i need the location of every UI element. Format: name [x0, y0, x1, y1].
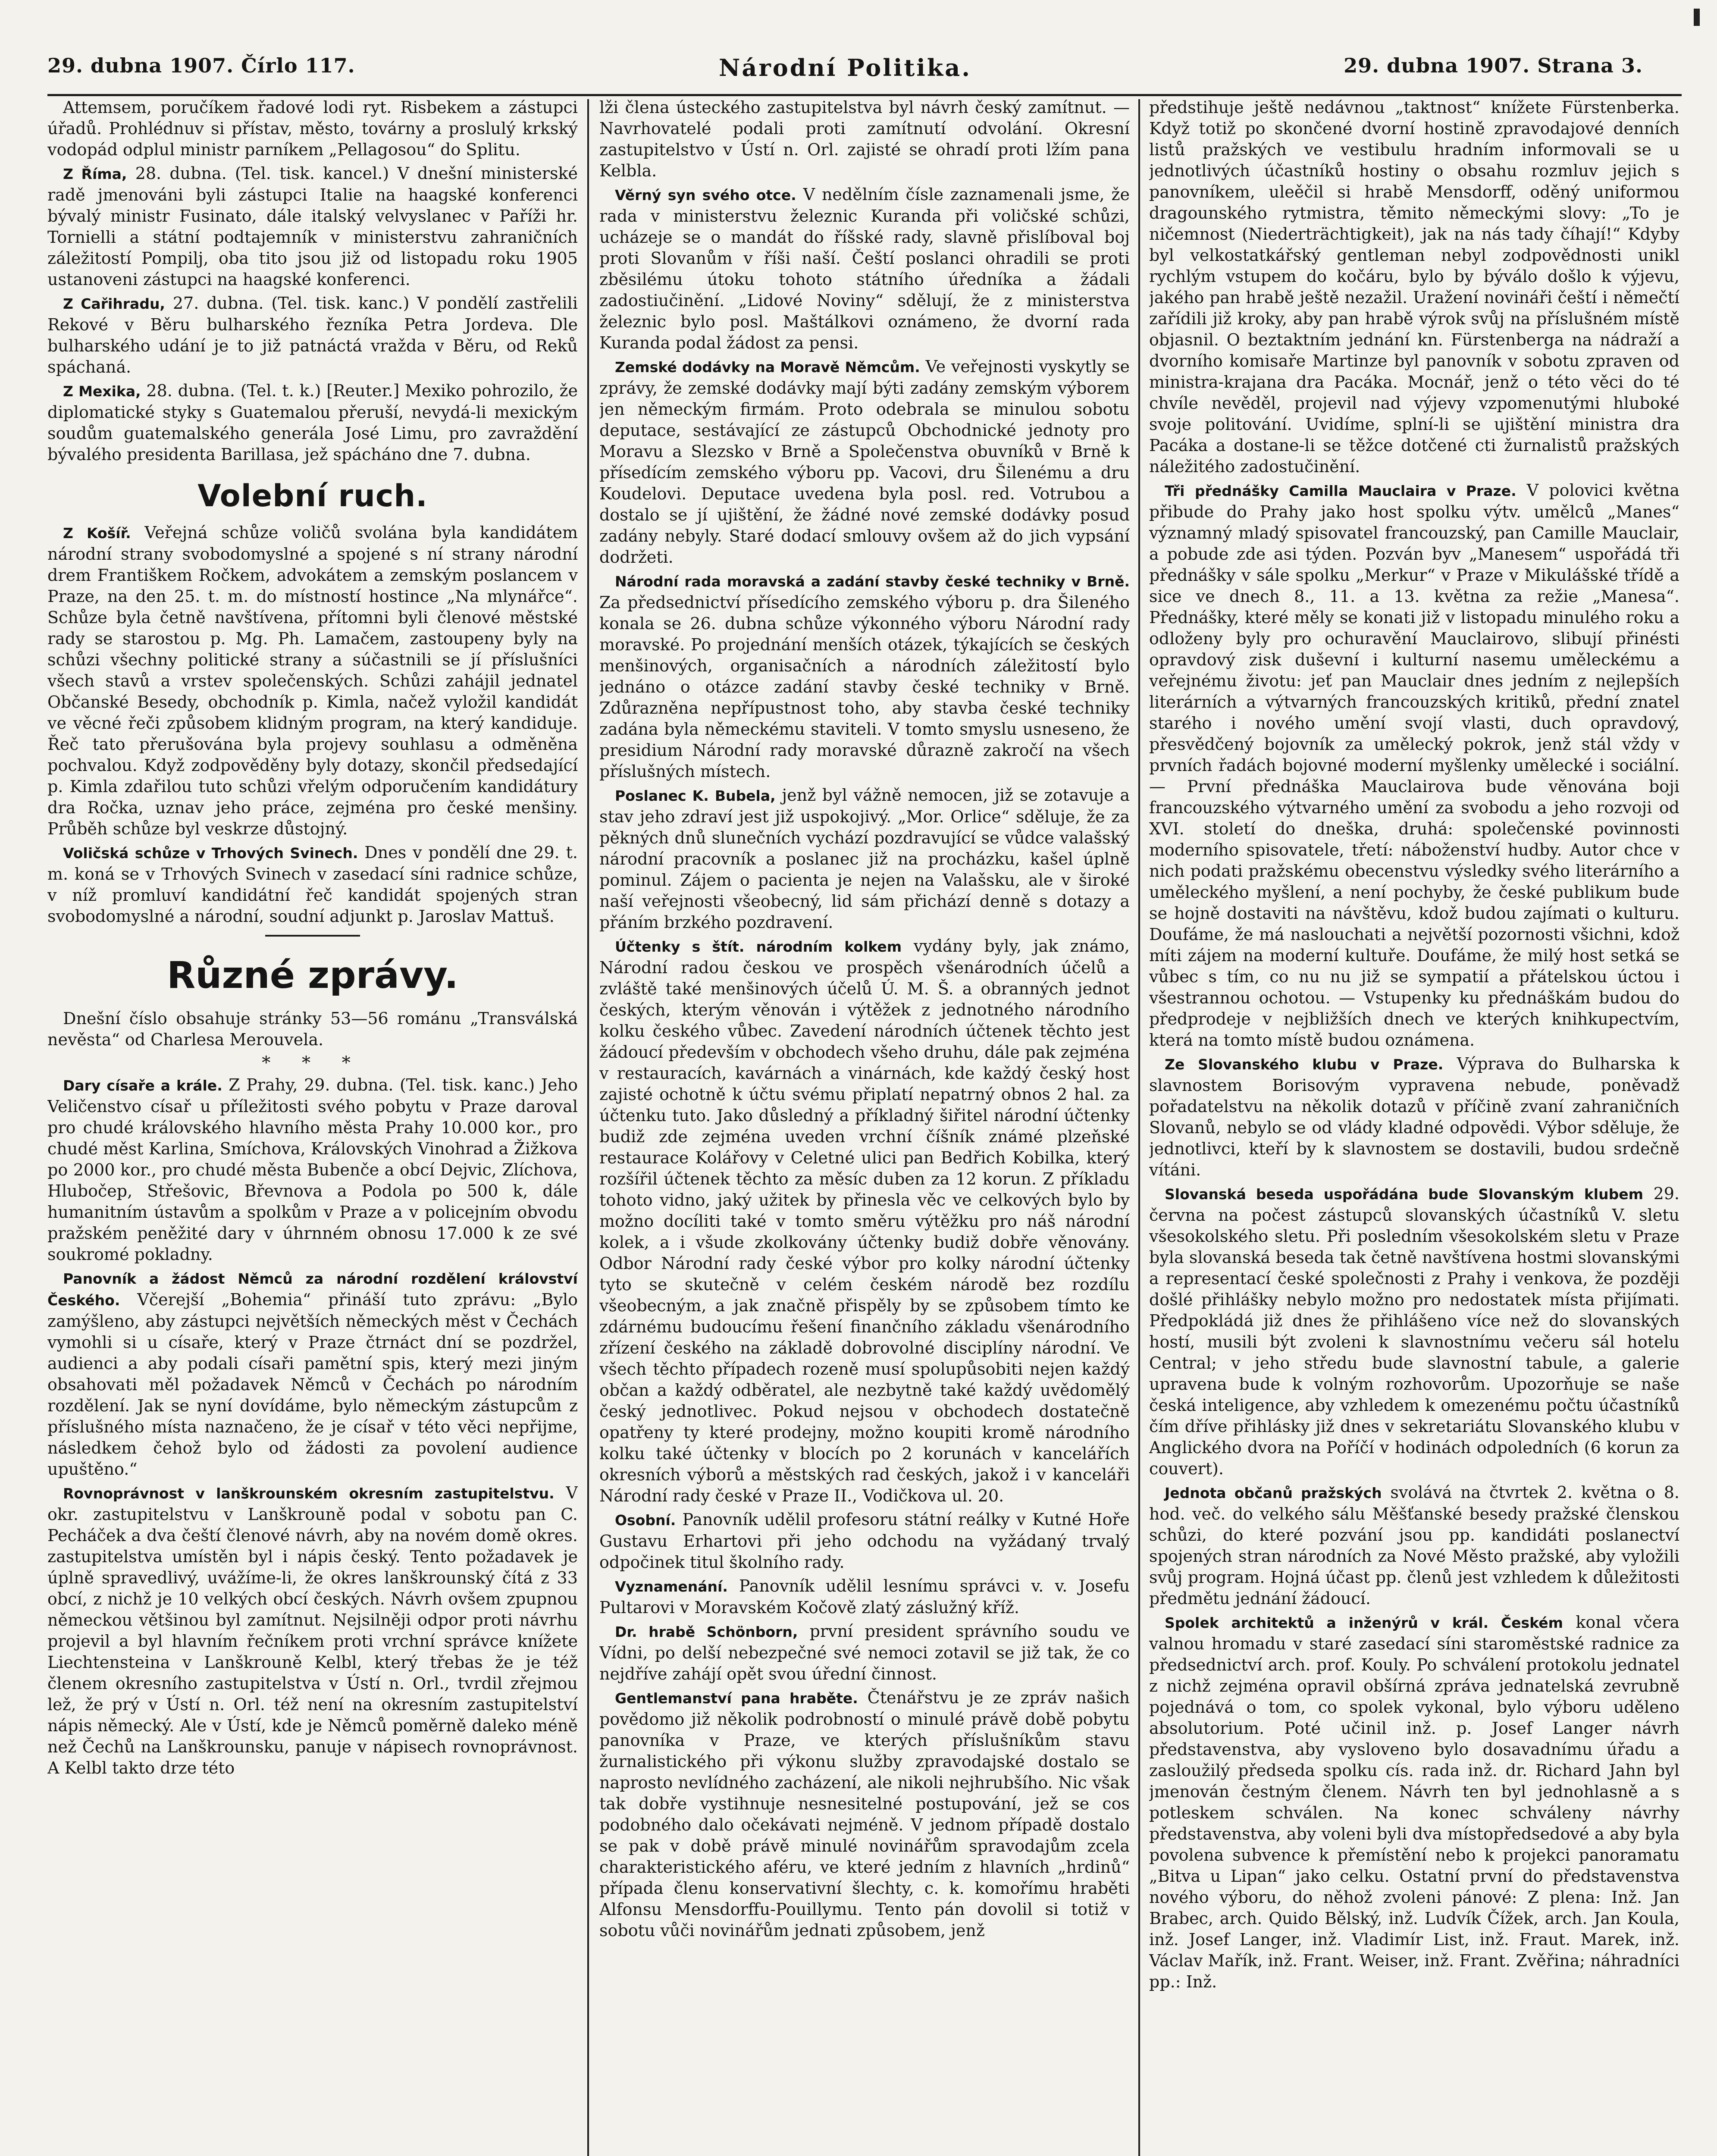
article-text: předstihuje ještě nedávnou „taktnost“ knížete Fürstenberka. Když totiž po skončené dvorní hostině zpravodajové denních listů pražských ve vestibulu hradním informovali se u jednotlivých účastníků hostiny o obsahu rozmluv jejich s panovníkem, uleěčil si hrabě Mensdorff, oděný uniformou dragounského rytmistra, těmito německými slovy: „To je ničemnost (Niederträchtigkeit), jak na nás tady číhají!“ Kdyby byl velkostatkářský gentleman nebyl zodpovědnosti unikl rychlým vstupem do kočáru, bylo by býválo došlo k výjevu, jakého pan hrabě ještě nezažil. Uražení novináři čeští i němečtí zařídili již kroky, aby pan hrabě výrok svůj na příslušném místě objasnil. O beztaktním jednání kn. Fürstenberga na nádraží a dvorního komisaře Martinze byl panovník v sobotu zpraven od ministra-krajana dra Pacáka. Mocnář, jenž o této věci do té chvíle nevěděl, projevil nad výjevy vzpomenutými hluboké svoje politování. Uvidíme, splní-li se ujištění ministra dra Pacáka a dostane-li se těžce dotčené cti žurnalistů pražských náležitého zadostučinění. — [1149, 98, 1679, 476]
article-text: V nedělním čísle zaznamenali jsme, že rada v ministerstvu železnic Kuranda při voličské schůzi, ucházeje se o mandát do říšské rady, slavně přislíboval boj proti Slovanům v říši naší. Čeští poslanci ohradili se proti zběsilému útoku tohoto státního úředníka a žádali zadostiučinění. „Lidové Noviny“ sdělují, že z ministerstva železnic bylo posl. Maštálkovi oznámeno, že dvorní rada Kuranda podal žádost za pensi. — [599, 185, 1130, 352]
column-3 — [1149, 97, 1679, 2156]
section-heading-ruzne-zpravy: Různé zprávy. — [167, 954, 458, 997]
article-lead: Jednota občanů pražských — [1165, 1485, 1382, 1501]
article-lead: Gentlemanství pana hraběte. — [615, 1690, 858, 1707]
article-text: svolává na čtvrtek 2. května o 8. hod. več. do velkého sálu Měšťanské besedy pražské členskou schůzi, do které pozvání jsou pp. kandidáti poslanectví spojených stran národních za Nové Město pražské, aby vyložili svůj program. Hojná účast pp. členů jest vzhledem k důležitosti předmětu jednání žádoucí. — [1149, 1483, 1679, 1608]
article-lead: Ze Slovanského klubu v Praze. — [1165, 1056, 1444, 1073]
article-text: 27. dubna. (Tel. tisk. kanc.) V pondělí zastřelili Rekové v Běru bulharského řezníka Petra Jordeva. Dle bulharského udání je to již patnáctá vražda v Běru, od Reků spáchaná. — [47, 294, 578, 376]
column-1 — [47, 97, 578, 2156]
article-text: Ve veřejnosti vyskytly se zprávy, že zemské dodávky mají býti zadány zemským výborem jen německým firmám. Proto odebrala se minulou sobotu deputace, sestávající ze zástupců Obchodnické jednoty pro Moravu a Slezsko v Brně a Společenstva obuvníků v Brně k přísedícím zemského výboru pp. Vacovi, dru Šilenému a dru Koudelovi. Deputace uvedena byla posl. red. Votrubou a dostalo se jí ujištění, že žádné nové zemské dodávky posud zadány nebyly. Staré dodací smlouvy ovšem až do jich vypsání dodržeti. — [599, 357, 1130, 567]
article-paragraph — [599, 570, 1130, 782]
column-divider-2 — [1138, 99, 1140, 2156]
article-text: vydány byly, jak známo, Národní radou českou ve prospěch všenárodních účelů a zvláště také menšinových účelů Ú. M. Š. a obranných jednot českých, kterým věnován i výtěžek z jednotného národního kolku českého vůbec. Zavedení národních účtenek těchto jest žádoucí především v obchodech všeho druhu, dále pak zejména v restauracích, kavárnách a vinárnách, kde každý český host zajisté ochotně k účtu svému připlatí nepatrný obnos 2 hal. za účtenku tuto. Jako důsledný a příkladný šiřitel národní účtenky budiž zde zejména uveden vrchní číšník známé plzeňské restaurace Kolářovy v Celetné ulici pan Bedřich Kobilka, který rozšířil účtenek těchto za měsíc duben za 12 korun. Z příkladu tohoto vidno, jaký užitek by přinesla věc ve celkových bylo by možno docíliti také v tomto směru výtěžku pro náš národní kolek, a i všude zkolkovány účtenky budiž dobře věnovány. Odbor Národní rady české výbor pro kolky národní účtenky tyto se skutečně v celém českém národě bez rozdílu všeobecným, a jak značně přispěly by se způsobem tímto ke zdárnému budoucímu řešení finančního základu všenárodního zřízení českého na základě dobrovolné disciplíny národní. Ve všech těchto případech rozeně musí spolupůsobiti nejen každý občan a každý odběratel, ale nezbytně také každý uvědomělý český jednotlivec. Pokud nejsou v obchodech dostatečně opatřeny ty které prodejny, možno koupiti kromě národního kolku také účtenky v blocích po 2 korunách v kancelářích okresních výborů a městských rad českých, jakož i v kanceláři Národní rady české v Praze II., Vodičkova ul. 20. — [599, 937, 1130, 1505]
article-paragraph — [47, 842, 578, 927]
article-lead: Rovnoprávnost v lanškrounském okresním zastupitelstvu. — [63, 1485, 555, 1502]
article-text: Attemsem, poručíkem řadové lodi ryt. Risbekem a zástupci úřadů. Prohlédnuv si přístav, město, továrny a proslulý krkský vodopád odplul ministr parníkem „Pellagosou“ do Splitu. — [47, 98, 578, 159]
article-text: Dnešní číslo obsahuje stránky 53—56 románu „Transválská nevěsta“ od Charlesa Merouvela. — [47, 1009, 578, 1049]
article-lead: Z Košíř. — [63, 525, 131, 542]
column-divider-1 — [587, 99, 589, 2156]
article-text: Výprava do Bulharska k slavnostem Borisovým vypravena nebude, poněvadž pořadatelstvu na několik dotazů v příčině zvaní zahraničních Slovanů, nebylo se od vlády kladné odpovědi. Výbor sděluje, že jednotlivci, kteří by k slavnostem se dostavili, budou srdečně vítáni. — [1149, 1054, 1679, 1179]
article-lead: Voličská schůze v Trhových Svinech. — [63, 845, 358, 862]
article-lead: Osobní. — [615, 1512, 676, 1529]
article-paragraph — [47, 1482, 578, 1779]
article-paragraph — [599, 785, 1130, 933]
article-paragraph — [599, 97, 1130, 182]
article-text: Včerejší „Bohemia“ přináší tuto zprávu: „Bylo zamýšleno, aby zástupci největších německých měst v Čechách vymohli si u císaře, který v Praze čtrnáct dní se pozdržel, audienci a aby podali císaři pamětní spis, který mezi jiným obsahovati měl požadavek Němců v Čechách po národním rozdělení. Jak se nyní dovídáme, bylo německým zástupcům z příslušného místa naznačeno, že je císař v této věci nepřijme, následkem čehož bylo od žádosti za povolení audience upuštěno.“ — [47, 1290, 578, 1479]
article-text: 28. dubna. (Tel. tisk. kancel.) V dnešní ministerské radě jmenováni byli zástupci Italie na haagské konferenci bývalý ministr Fusinato, dále italský velvyslanec v Paříži hr. Tornielli a státní podtajemník v ministerstvu zahraničních záležitostí Pompilj, oba tito jsou již od listopadu roku 1905 ustanoveni zástupci na haagské konferenci. — [47, 164, 578, 289]
article-lead: Slovanská beseda uspořádána bude Slovanským klubem — [1165, 1186, 1643, 1203]
article-paragraph — [1149, 1183, 1679, 1479]
article-paragraph — [599, 1621, 1130, 1685]
article-paragraph — [599, 1509, 1130, 1573]
article-text: lži člena ústeckého zastupitelstva byl návrh český zamítnut. — Navrhovatelé podali proti zamítnutí odvolání. Okresní zastupitelstvo v Ústí n. Orl. zajisté se ohradí proti lžím pana Kelbla. — [599, 98, 1130, 180]
article-lead: Dary císaře a krále. — [63, 1077, 222, 1094]
article-paragraph — [1149, 1053, 1679, 1181]
article-text: první president správního soudu ve Vídni, po delší nebezpečné své nemoci zotavil se již tak, že co nejdříve zahájí opět svou úřední činnost. — [599, 1622, 1130, 1683]
article-paragraph — [47, 97, 578, 160]
article-paragraph — [47, 1268, 578, 1480]
article-lead: Tři přednášky Camilla Mauclaira v Praze. — [1165, 483, 1516, 499]
article-lead: Dr. hrabě Schönborn, — [615, 1623, 798, 1640]
article-text: V polovici května přibude do Prahy jako host spolku výtv. umělců „Manes“ významný mladý spisovatel francouzský, pan Camille Mauclair, a pobude zde asi týden. Pozván byv „Manesem“ uspořádá tři přednášky v sále spolku „Merkur“ v Praze v Mikulášské třídě a sice ve dnech 8., 11. a 13. května za režie „Manesa“. Přednášky, které měly se konati již v listopadu minulého roku a odloženy byly pro ochuravění Mauclairovo, slibují přinésti opravdový zisk duševní i kulturní nasemu uměleckému a veřejnému životu: jeť pan Mauclair dnes jedním z nejlepších literárních a výtvarných francouzských kritiků, přední znatel starého i nového umění svojí vlasti, duch opravdový, přesvědčený bojovník za umělecký pokrok, jenž stál vždy v prvních řadách bojovné moderní myšlenky umělecké i sociální. — První přednáška Mauclairova bude věnována boji francouzského výtvarného umění za svobodu a jeho rozvoji od XVI. století do dneška, druhá: společenské povinnosti moderního spisovatele, třetí: náboženství hudby. Autor chce v nich podati pražskému obecenstvu výsledky svého literárního a uměleckého myšlení, a není pochyby, že české publikum bude se hojně dostaviti na návštěvu, kdož budou zajímati o kulturu. Doufáme, že má naslouchati a největší pozornosti všichni, kdož míti zájem na moderní kultuře. Doufáme, že milý host setká se vůbec s tím, co nu nu již se sympatií a přátelskou úctou i všestrannou ochotou. — Vstupenky ku přednáškám budou do předprodeje v nejbližších dnech ve kterých knihkupectvím, která na tomto místě budou oznámena. — [1149, 481, 1679, 1050]
article-text: Panovník udělil profesoru státní reálky v Kutné Hoře Gustavu Erhartovi při jeho odchodu na vyžádaný trvalý odpočinek titul školního rady. — [599, 1510, 1130, 1572]
column-2 — [599, 97, 1130, 2156]
article-lead: Účtenky s štít. národním kolkem — [615, 938, 902, 955]
article-lead: Poslanec K. Bubela, — [615, 787, 776, 804]
asterism-ornament: * * * — [262, 1053, 363, 1073]
article-lead: Z Říma, — [63, 166, 127, 182]
article-paragraph — [599, 1576, 1130, 1618]
article-paragraph — [599, 184, 1130, 354]
article-paragraph — [47, 1075, 578, 1265]
article-lead: Panovník a žádost Němců za národní rozdělení království Českého. — [47, 1270, 578, 1309]
article-paragraph — [47, 522, 578, 840]
article-lead: Vyznamenání. — [615, 1578, 728, 1595]
article-lead: Z Mexika, — [63, 383, 141, 400]
section-heading-volebni-ruch: Volební ruch. — [197, 478, 428, 514]
article-lead: Národní rada moravská a zadání stavby české techniky v Brně. — [615, 573, 1130, 590]
article-text: Veřejná schůze voličů svolána byla kandidátem národní strany svobodomyslné a spojené s ní strany národní drem Františkem Ročkem, advokátem a zemským poslancem v Praze, na den 25. t. m. do místností hostince „Na mlynářce“. Schůze byla četně navštívena, přítomni byli členové městské rady se starostou p. Mg. Ph. Lamačem, zastoupeny byly na schůzi všechny politické strany a súčastnili se jí příslušníci všech stavů a vrstev společenských. Schůzi zahájil jednatel Občanské Besedy, obchodník p. Kimla, načež vyložil kandidát ve věcné řeči způsobem klidným program, na který kandiduje. Řeč tato přerušována byla projevy souhlasu a odměněna pochvalou. Když zodpověděny byly dotazy, skončil předsedající p. Kimla zdařilou tuto schůzi vřelým odporučením kandidátury dra Ročka, uznav jeho práce, zejména pro české menšiny. Průběh schůze byl veskrze důstojný. — [47, 523, 578, 838]
article-text: Panovník udělil lesnímu správci v. v. Josefu Pultarovi v Moravském Kočově zlatý záslužný kříž. — [599, 1576, 1130, 1617]
article-paragraph — [47, 1008, 578, 1050]
article-text: Za předsednictví přísedícího zemského výboru p. dra Šileného konala se 26. dubna schůze výkonného výboru Národní rady moravské. Po projednání menších otázek, týkajících se českých menšinových, organisačních a národních záležitostí bylo jednáno o otázce zadání stavby české techniky v Brně. Zdůrazněna nepřípustnost toho, aby stavba české techniky zadána byla německému staviteli. V tomto smyslu usneseno, že presidium Národní rady moravské důrazně zakročí na všech příslušných místech. — [599, 593, 1130, 781]
header-title: Národní Politika. — [718, 54, 971, 81]
article-text: 29. června na počest zástupců slovanských účastníků V. sletu všesokolského sletu. Při posledním všesokolském sletu v Praze byla slovanská beseda tak četně navštívena hostmi slovanskými a representací české společnosti z Prahy i venkova, že později došlé přihlášky nebylo možno pro nedostatek místa přijímati. Předpokládá již dnes že přihlášeno více než do slovanských hostí, musili být zvoleni k slavnostnímu večeru sál hotelu Central; v jeho středu bude slavnostní tabule, a galerie upravena bude k volným rozhovorům. Upozorňuje se naše česká inteligence, aby vzhledem k omezenému počtu účastníků čím dříve přihlásky již dnes v sekretariátu Slovanského klubu v Anglického dvora na Poříčí v hodinách odpoledních (6 korun za couvert). — [1149, 1184, 1679, 1478]
article-paragraph — [47, 163, 578, 290]
article-text: V okr. zastupitelstvu v Lanškrouně podal v sobotu pan C. Pecháček a dva čeští členové návrh, aby na novém domě okres. zastupitelstva umístěn byl i nápis český. Tento požadavek je úplně spravedlivý, uvážíme-li, že okres lanškrounský čítá z 33 obcí, z nichž je 10 velkých obcí českých. Návrh ovšem zpupnou německou většinou byl zamítnut. Nejsilněji odpor proti návrhu projevil a byl hlavním řečníkem proti vrchní správce knížete Liechtensteina v Lanškrouně Kelbl, který třebas že je též členem okresního zastupitelstva v Ústí n. Orl., tvrdil zřejmou lež, že prý v Ústí n. Orl. též není na okresním zastupitelství nápis německý. Ale v Ústí, kde je Němců poměrně daleko méně než Čechů na Lanškrounsku, panuje v nápisech rovnoprávnost. A Kelbl takto drze této — [47, 1483, 578, 1777]
article-paragraph — [1149, 480, 1679, 1051]
article-text: konal včera valnou hromadu v staré zasedací síni staroměstské radnice za předsednictví arch. prof. Kouly. Po schválení protokolu jednatel z nichž zejména opravil obšírná zpráva jednatelská zevrubně pojednává o tom, co spolek vykonal, bylo výboru uděleno absolutorium. Poté učinil inž. p. Josef Langer návrh představenstva, aby vysloveno bylo dosavadnímu úřadu a zasloužilý předseda spolku cís. rada inž. dr. Richard Jahn byl jmenován čestným členem. Návrh ten byl jednohlasně a s potleskem schválen. Na konec schváleny návrhy představenstva, aby voleni byli dva místopředsedové a aby byla povolena subvence k přemístění nebo k projekci panoramatu „Bitva u Lipan“ jako celku. Ostatní první do představenstva nového výboru, do něhož zvoleni pánové: Z plena: Inž. Jan Brabec, arch. Quido Bělský, inž. Ludvík Čížek, arch. Jan Koula, inž. Josef Langer, inž. Vladimír List, inž. Fraut. Marek, inž. Václav Mařík, inž. Frant. Weiser, inž. Frant. Zvěřina; náhradníci pp.: Inž. — [1149, 1613, 1679, 1991]
article-text: jenž byl vážně nemocen, již se zotavuje a stav jeho zdraví jest již uspokojivý. „Mor. Orlice“ sděluje, že za pěkných dnů slunečních vychází pozdravující se vůdce valašský národní pracovník a poslanec již na procházku, kašel úplně pominul. Zájem o pacienta je nejen na Valašsku, ale v široké naší veřejnosti všeobecný, lid sám přichází denně s dotazy a přáním brzkého pozdravení. — [599, 786, 1130, 932]
masthead — [47, 50, 1643, 95]
article-paragraph — [1149, 97, 1679, 477]
article-lead: Zemské dodávky na Moravě Němcům. — [615, 359, 920, 376]
article-paragraph — [1149, 1482, 1679, 1609]
article-text: 28. dubna. (Tel. t. k.) [Reuter.] Mexiko pohrozilo, že diplomatické styky s Guatemalou přeruší, nevydá-li mexickým soudům guatemalského generála José Limu, pro zavraždění bývalého presidenta Barillasa, jež spácháno dne 7. dubna. — [47, 381, 578, 464]
article-paragraph — [599, 1687, 1130, 1941]
article-paragraph — [47, 380, 578, 465]
article-text: Dnes v pondělí dne 29. t. m. koná se v Trhových Svinech v zasedací síni radnice schůze, v níž promluví kandidátní řeč kandidát spojených stran svobodomyslné a národní, soudní adjunkt p. Jaroslav Mattuš. — [47, 843, 578, 926]
masthead-rule — [47, 94, 1682, 96]
page-edge-mark — [1694, 9, 1700, 26]
article-lead: Spolek architektů a inženýrů v král. Českém — [1165, 1614, 1563, 1631]
header-date-issue: 29. dubna 1907. Čírlo 117. — [47, 54, 355, 77]
header-date-page: 29. dubna 1907. Strana 3. — [1344, 54, 1643, 77]
article-lead: Věrný syn svého otce. — [615, 187, 796, 204]
section-divider — [265, 935, 360, 937]
article-paragraph — [47, 293, 578, 378]
article-paragraph — [1149, 1612, 1679, 1993]
article-paragraph — [599, 936, 1130, 1507]
article-text: Z Prahy, 29. dubna. (Tel. tisk. kanc.) Jeho Veličenstvo císař u příležitosti svého pobytu v Praze daroval pro chudé královského hlavního města Prahy 10.000 kor., pro chudé měst Karlina, Smíchova, Královských Vinohrad a Žižkova po 2000 kor., pro chudé města Bubenče a obcí Dejvic, Zlíchova, Hlubočep, Střešovic, Břevnova a Podola po 500 k, dále humanitním ústavům a spolkům v Praze a v policejním obvodu pražském peněžité dary v úhrnném obnosu 17.000 k ze své soukromé pokladny. — [47, 1075, 578, 1264]
article-paragraph — [599, 356, 1130, 568]
article-text: Čtenářstvu je ze zpráv našich povědomo již několik podrobností o minulé právě době pobytu panovníka v Praze, ve kterých příslušníkům stavu žurnalistického při výkonu služby zpravodajské dostalo se naprosto nevlídného zacházení, ale nikoli nejhrubšího. Nic však tak dobře vystihnuje nesnesitelné postupování, jež se cos podobného dalo očekávati nejméně. V jednom případě dostalo se pak v době právě minulé novinářům spravodajům zcela charakteristického aféru, ve které jedním z hlavních „hrdinů“ případa členu konservativní šlechty, c. k. komořímu hraběti Alfonsu Mensdorffu-Pouillymu. Tento pán dovolil si totiž v sobotu vůči novinářům jednati způsobem, jenž — [599, 1688, 1130, 1940]
article-lead: Z Cařihradu, — [63, 295, 165, 312]
